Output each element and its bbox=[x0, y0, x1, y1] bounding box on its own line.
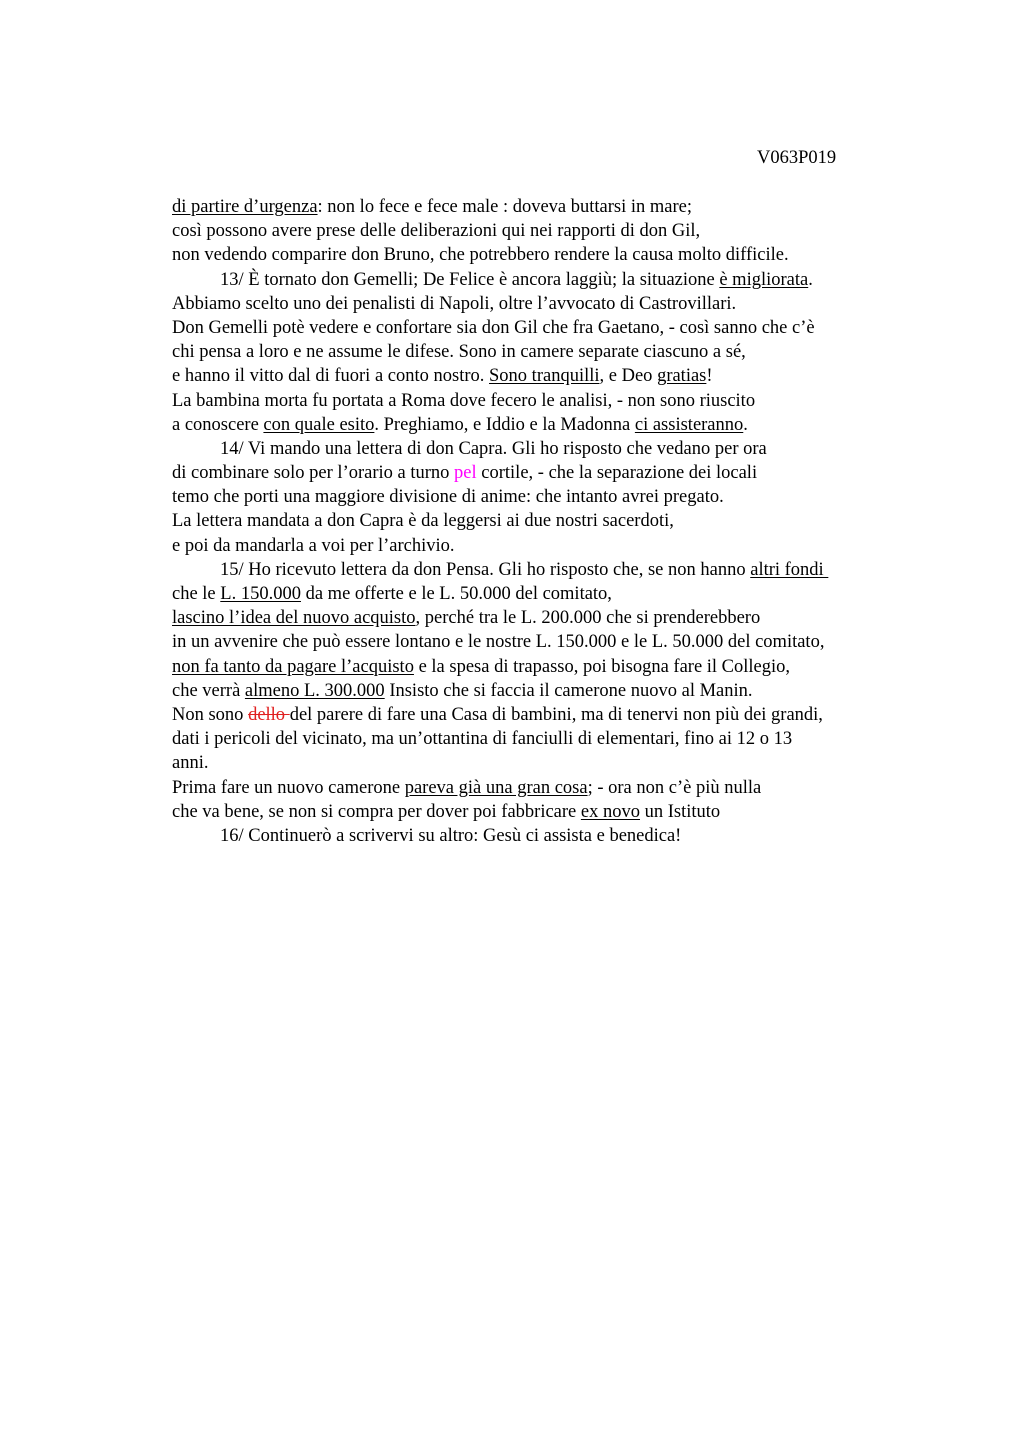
text-line bbox=[172, 655, 932, 679]
text-span: Don Gemelli potè vedere e confortare sia don Gil che fra Gaetano, - così sanno che c’è bbox=[172, 317, 815, 338]
underlined-text: almeno L. 300.000 bbox=[244, 680, 385, 701]
text-line bbox=[172, 582, 932, 606]
text-span: . Preghiamo, e Iddio e la Madonna bbox=[374, 414, 635, 435]
text-span: Prima fare un nuovo camerone bbox=[172, 777, 405, 798]
text-line bbox=[172, 727, 932, 751]
underlined-text: lascino l’idea del nuovo acquisto bbox=[172, 608, 416, 629]
text-span: Insisto che si faccia il camerone nuovo al Manin. bbox=[384, 680, 753, 701]
text-span: 14/ Vi mando una lettera di don Capra. Gli ho risposto che vedano per ora bbox=[220, 438, 767, 459]
underlined-text: L. 150.000 bbox=[220, 584, 301, 604]
text-line bbox=[172, 389, 932, 413]
letter-body bbox=[172, 195, 932, 848]
text-span: 15/ Ho ricevuto lettera da don Pensa. Gli ho risposto che, se non hanno bbox=[220, 559, 751, 580]
paragraph-14-start bbox=[172, 437, 932, 461]
text-line bbox=[172, 292, 932, 316]
text-line bbox=[172, 751, 932, 775]
text-span: così possono avere prese delle deliberazioni qui nei rapporti di don Gil, bbox=[172, 221, 701, 242]
text-line bbox=[172, 364, 932, 388]
text-span: da me offerte e le L. 50.000 del comitato, bbox=[300, 584, 612, 604]
page-id: V063P019 bbox=[757, 148, 837, 168]
text-line bbox=[172, 800, 932, 824]
text-line bbox=[172, 243, 932, 267]
underlined-text: altri fondi bbox=[750, 559, 829, 580]
paragraph-13-start bbox=[172, 268, 932, 292]
text-span: del parere di fare una Casa di bambini, ma di tenervi non più dei grandi, bbox=[289, 704, 823, 725]
text-span: Non sono bbox=[172, 704, 249, 725]
underlined-text: gratias bbox=[657, 366, 707, 387]
text-span: temo che porti una maggiore divisione di anime: che intanto avrei pregato. bbox=[172, 487, 724, 508]
underlined-text: ex novo bbox=[580, 801, 640, 822]
underlined-text: è migliorata bbox=[719, 269, 809, 290]
highlighted-word: pel bbox=[454, 463, 477, 484]
text-span: ; - ora non c’è più nulla bbox=[587, 777, 762, 798]
text-span: La bambina morta fu portata a Roma dove fecero le analisi, - non sono riuscito bbox=[172, 390, 756, 411]
text-line bbox=[172, 776, 932, 800]
text-line bbox=[172, 340, 932, 364]
text-span: , perché tra le L. 200.000 che si prenderebbero bbox=[415, 608, 761, 629]
text-span: Abbiamo scelto uno dei penalisti di Napoli, oltre l’avvocato di Castrovillari. bbox=[172, 293, 737, 314]
underlined-text: non fa tanto da pagare l’acquisto bbox=[172, 656, 414, 677]
text-line bbox=[172, 679, 932, 703]
text-span: a conoscere bbox=[172, 414, 264, 435]
paragraph-16-start bbox=[172, 824, 932, 848]
text-span: dati i pericoli del vicinato, ma un’ottantina di fanciulli di elementari, fino ai 12 o 13 bbox=[172, 729, 793, 750]
text-line bbox=[172, 534, 932, 558]
text-line bbox=[172, 485, 932, 509]
text-span: che va bene, se non si compra per dover poi fabbricare bbox=[172, 801, 581, 822]
text-line bbox=[172, 509, 932, 533]
text-span: : non lo fece e fece male : doveva buttarsi in mare; bbox=[317, 197, 693, 217]
text-span: . bbox=[808, 269, 813, 290]
text-span: e poi da mandarla a voi per l’archivio. bbox=[172, 535, 455, 556]
text-span: che le bbox=[172, 584, 221, 604]
underlined-text: con quale esito bbox=[263, 414, 375, 435]
text-span: in un avvenire che può essere lontano e le nostre L. 150.000 e le L. 50.000 del comitato, bbox=[172, 632, 825, 653]
text-span: che verrà bbox=[172, 680, 245, 701]
text-line bbox=[172, 195, 932, 219]
underlined-text: Sono tranquilli bbox=[489, 366, 600, 387]
text-line bbox=[172, 316, 932, 340]
text-line bbox=[172, 606, 932, 630]
text-span: 16/ Continuerò a scrivervi su altro: Gesù ci assista e benedica! bbox=[220, 825, 682, 846]
text-line bbox=[172, 413, 932, 437]
text-span: cortile, - che la separazione dei locali bbox=[476, 463, 758, 484]
paragraph-15-start bbox=[172, 558, 932, 582]
text-span: un Istituto bbox=[639, 801, 721, 822]
text-span: e la spesa di trapasso, poi bisogna fare il Collegio, bbox=[413, 656, 791, 677]
text-line bbox=[172, 219, 932, 243]
text-line bbox=[172, 630, 932, 654]
text-span: non vedendo comparire don Bruno, che potrebbero rendere la causa molto difficile. bbox=[172, 245, 789, 266]
underlined-text: pareva già una gran cosa bbox=[404, 777, 588, 798]
underlined-text: di partire d’urgenza bbox=[172, 197, 318, 217]
text-span: e hanno il vitto dal di fuori a conto nostro. bbox=[172, 366, 490, 387]
text-span: ! bbox=[706, 366, 713, 387]
underlined-text: ci assisteranno bbox=[634, 414, 744, 435]
text-span: di combinare solo per l’orario a turno bbox=[172, 463, 455, 484]
text-span: chi pensa a loro e ne assume le difese. Sono in camere separate ciascuno a sé, bbox=[172, 342, 746, 363]
text-span: , e Deo bbox=[599, 366, 658, 387]
text-span: La lettera mandata a don Capra è da leggersi ai due nostri sacerdoti, bbox=[172, 511, 674, 532]
struck-through-word: dello bbox=[248, 704, 290, 725]
text-span: 13/ È tornato don Gemelli; De Felice è ancora laggiù; la situazione bbox=[220, 269, 720, 290]
text-span: . bbox=[743, 414, 748, 435]
text-line bbox=[172, 703, 932, 727]
text-line bbox=[172, 461, 932, 485]
text-span: anni. bbox=[172, 753, 209, 774]
